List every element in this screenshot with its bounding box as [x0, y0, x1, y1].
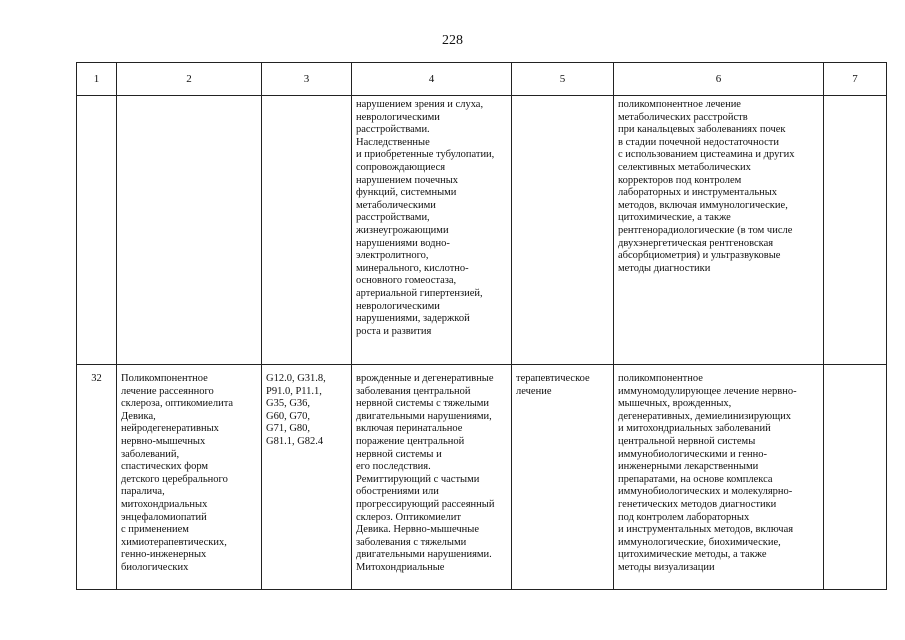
cell-text-line: иммуномодулирующее лечение нервно-	[618, 385, 797, 397]
cell-text-line: нарушениями, задержкой	[356, 313, 470, 325]
cell-text-line: 32	[91, 373, 102, 384]
cell-text-line: неврологическими	[356, 300, 440, 312]
cell-text-line: с применением	[121, 524, 189, 536]
cell-text-line: врожденные и дегенеративные	[356, 373, 494, 384]
table-cell-col-1	[77, 365, 117, 590]
table-cell-col-2	[117, 365, 262, 590]
table-cell-col-2	[117, 96, 262, 365]
table-cell-col-5	[512, 96, 614, 365]
cell-text-line: G35, G36,	[266, 398, 311, 410]
cell-text-line: двухэнергетическая рентгеновская	[618, 237, 774, 249]
table-cell-col-6	[614, 365, 824, 590]
cell-text-line: энцефаломиопатий	[121, 511, 207, 523]
cell-text-line: G60, G70,	[266, 410, 311, 422]
cell-text-line: генно-инженерных	[121, 549, 207, 561]
cell-text-line: мышечных, врожденных,	[618, 398, 732, 410]
cell-text-line: терапевтическое	[516, 373, 590, 384]
cell-text-line: двигательными нарушениями,	[356, 410, 492, 422]
cell-text-line: спастических форм	[121, 461, 209, 473]
cell-text-line: в стадии почечной недостаточности	[618, 136, 779, 148]
cell-text-line: центральной нервной системы	[618, 435, 756, 447]
cell-text-line: P91.0, P11.1,	[266, 385, 322, 397]
header-col-2: 2	[117, 63, 262, 96]
cell-text-line: жизнеугрожающими	[356, 224, 449, 236]
cell-text-line: метаболическими	[356, 199, 436, 211]
cell-text-line: минерального, кислотно-	[356, 262, 469, 274]
cell-text-line: химиотерапевтических,	[121, 536, 227, 548]
cell-text-line: неврологическими	[356, 111, 440, 123]
cell-text-line: нервной системы с тяжелыми	[356, 398, 490, 410]
cell-text-line: дегенеративных, демиелинизирующих	[618, 410, 792, 422]
cell-text-line: нарушением зрения и слуха,	[356, 99, 484, 110]
cell-text-line: и приобретенные тубулопатии,	[356, 149, 495, 161]
cell-text-line: корректоров под контролем	[618, 174, 742, 186]
cell-text-line: двигательными нарушениями.	[356, 549, 492, 561]
table-cell-col-7	[824, 365, 887, 590]
document-table	[76, 62, 887, 590]
cell-text-line: методы диагностики	[618, 262, 711, 274]
cell-text-line: иммунобиологическими и генно-	[618, 448, 768, 460]
cell-text-line: Девика,	[121, 410, 156, 422]
cell-text-line: под контролем лабораторных	[618, 511, 750, 523]
cell-text-line: нарушением почечных	[356, 174, 459, 186]
table-cell-col-5	[512, 365, 614, 590]
table-row	[77, 96, 887, 365]
cell-text-line: цитохимические, а также	[618, 212, 731, 224]
cell-text-line: Митохондриальные	[356, 561, 445, 573]
cell-text-line: заболевания с тяжелыми	[356, 536, 467, 548]
cell-text-line: G81.1, G82.4	[266, 435, 324, 447]
cell-text-line: детского церебрального	[121, 473, 228, 485]
cell-text-line: методов, включая иммунологические,	[618, 199, 788, 211]
table-header-row	[77, 63, 887, 96]
cell-text-line: метаболических расстройств	[618, 111, 748, 123]
cell-text-line: лечение	[516, 385, 552, 397]
cell-text-line: прогрессирующий рассеянный	[356, 498, 495, 510]
header-col-4: 4	[352, 63, 512, 96]
cell-text-line: функций, системными	[356, 187, 457, 199]
cell-text-line: Поликомпонентное	[121, 373, 208, 384]
cell-text-line: методы визуализации	[618, 561, 715, 573]
cell-text-line: нарушениями водно-	[356, 237, 450, 249]
header-col-6: 6	[614, 63, 824, 96]
cell-text-line: и митохондриальных заболеваний	[618, 423, 771, 435]
cell-text-line: митохондриальных	[121, 498, 208, 510]
page-number: 228	[442, 33, 463, 48]
header-col-1: 1	[77, 63, 117, 96]
cell-text-line: артериальной гипертензией,	[356, 287, 483, 299]
cell-text-line: поликомпонентное	[618, 373, 703, 384]
cell-text-line: заболевания центральной	[356, 385, 471, 397]
cell-text-line: абсорбциометрия) и ультразвуковые	[618, 250, 781, 262]
table-cell-col-1	[77, 96, 117, 365]
cell-text-line: расстройствами,	[356, 212, 430, 224]
cell-text-line: паралича,	[121, 486, 165, 498]
cell-text-line: роста и развития	[356, 325, 432, 337]
cell-text-line: включая перинатальное	[356, 423, 463, 435]
table-cell-col-3	[262, 365, 352, 590]
cell-text-line: нейродегенеративных	[121, 423, 219, 435]
cell-text-line: Ремиттирующий с частыми	[356, 473, 480, 485]
cell-text-line: его последствия.	[356, 461, 431, 473]
table-cell-col-6	[614, 96, 824, 365]
cell-text-line: электролитного,	[356, 250, 429, 262]
cell-text-line: нервной системы и	[356, 448, 442, 460]
table-cell-col-4	[352, 96, 512, 365]
cell-text-line: рентгенорадиологические (в том числе	[618, 224, 793, 236]
header-col-5: 5	[512, 63, 614, 96]
cell-text-line: склероза, оптикомиелита	[121, 398, 234, 410]
table-cell-col-7	[824, 96, 887, 365]
cell-text-line: инженерными лекарственными	[618, 461, 759, 473]
cell-text-line: при канальцевых заболеваниях почек	[618, 124, 786, 136]
cell-text-line: селективных метаболических	[618, 161, 751, 173]
cell-text-line: с использованием цистеамина и других	[618, 149, 795, 161]
cell-text-line: Девика. Нервно-мышечные	[356, 524, 479, 536]
cell-text-line: биологических	[121, 561, 189, 573]
cell-text-line: лечение рассеянного	[121, 385, 214, 397]
table-row	[77, 365, 887, 590]
cell-text-line: и инструментальных методов, включая	[618, 524, 794, 536]
cell-text-line: генетических методов диагностики	[618, 498, 777, 510]
cell-text-line: иммунологические, биохимические,	[618, 536, 781, 548]
cell-text-line: склероз. Оптикомиелит	[356, 511, 461, 523]
cell-text-line: иммунобиологических и молекулярно-	[618, 486, 793, 498]
cell-text-line: обострениями или	[356, 486, 439, 498]
cell-text-line: цитохимические методы, а также	[618, 549, 767, 561]
cell-text-line: сопровождающиеся	[356, 161, 446, 173]
cell-text-line: заболеваний,	[121, 448, 180, 460]
cell-text-line: Наследственные	[356, 136, 430, 148]
cell-text-line: G71, G80,	[266, 423, 311, 435]
cell-text-line: лабораторных и инструментальных	[618, 187, 778, 199]
cell-text-line: расстройствами.	[356, 124, 430, 136]
cell-text-line: поликомпонентное лечение	[618, 99, 741, 110]
cell-text-line: нервно-мышечных	[121, 435, 206, 447]
cell-text-line: основного гомеостаза,	[356, 275, 457, 287]
table-cell-col-4	[352, 365, 512, 590]
header-col-3: 3	[262, 63, 352, 96]
header-col-7: 7	[824, 63, 887, 96]
cell-text-line: G12.0, G31.8,	[266, 373, 326, 384]
cell-text-line: поражение центральной	[356, 435, 465, 447]
cell-text-line: препаратами, на основе комплекса	[618, 473, 773, 485]
table-cell-col-3	[262, 96, 352, 365]
